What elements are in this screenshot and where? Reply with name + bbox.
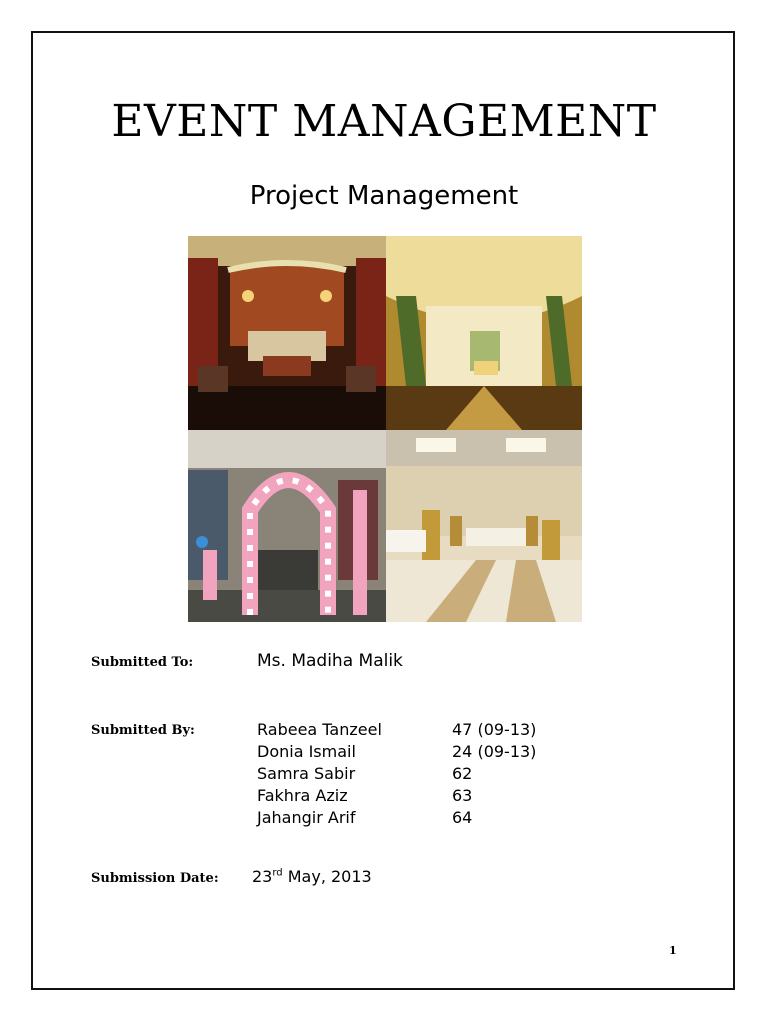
balloon-arch-photo: [188, 430, 386, 622]
date-rest: May, 2013: [287, 867, 372, 886]
supervisor-name: Ms. Madiha Malik: [257, 651, 403, 671]
date-suffix: rd: [272, 867, 283, 879]
member-name: Donia Ismail: [257, 742, 356, 761]
document-subtitle: Project Management: [249, 181, 519, 211]
member-id: 63: [452, 786, 473, 805]
member-id: 24 (09-13): [452, 742, 537, 761]
member-name: Samra Sabir: [257, 764, 356, 783]
member-id: 47 (09-13): [452, 720, 537, 739]
member-name: Fakhra Aziz: [257, 786, 348, 805]
member-id: 64: [452, 808, 473, 827]
submission-date: [252, 867, 372, 886]
submitted-to-label: Submitted To:: [91, 655, 194, 670]
page-number: 1: [669, 944, 677, 957]
member-name: Jahangir Arif: [257, 808, 356, 827]
date-day: 23: [252, 867, 273, 886]
member-name: Rabeea Tanzeel: [257, 720, 382, 739]
submitted-by-label: Submitted By:: [91, 723, 195, 738]
submission-date-label: Submission Date:: [91, 871, 219, 886]
event-photo-collage: [188, 236, 582, 622]
member-id: 62: [452, 764, 473, 783]
document-title: EVENT MANAGEMENT: [111, 96, 657, 147]
draped-stage-photo: [386, 236, 582, 430]
decorated-stage-photo: [188, 236, 386, 430]
banquet-hall-photo: [386, 430, 582, 622]
